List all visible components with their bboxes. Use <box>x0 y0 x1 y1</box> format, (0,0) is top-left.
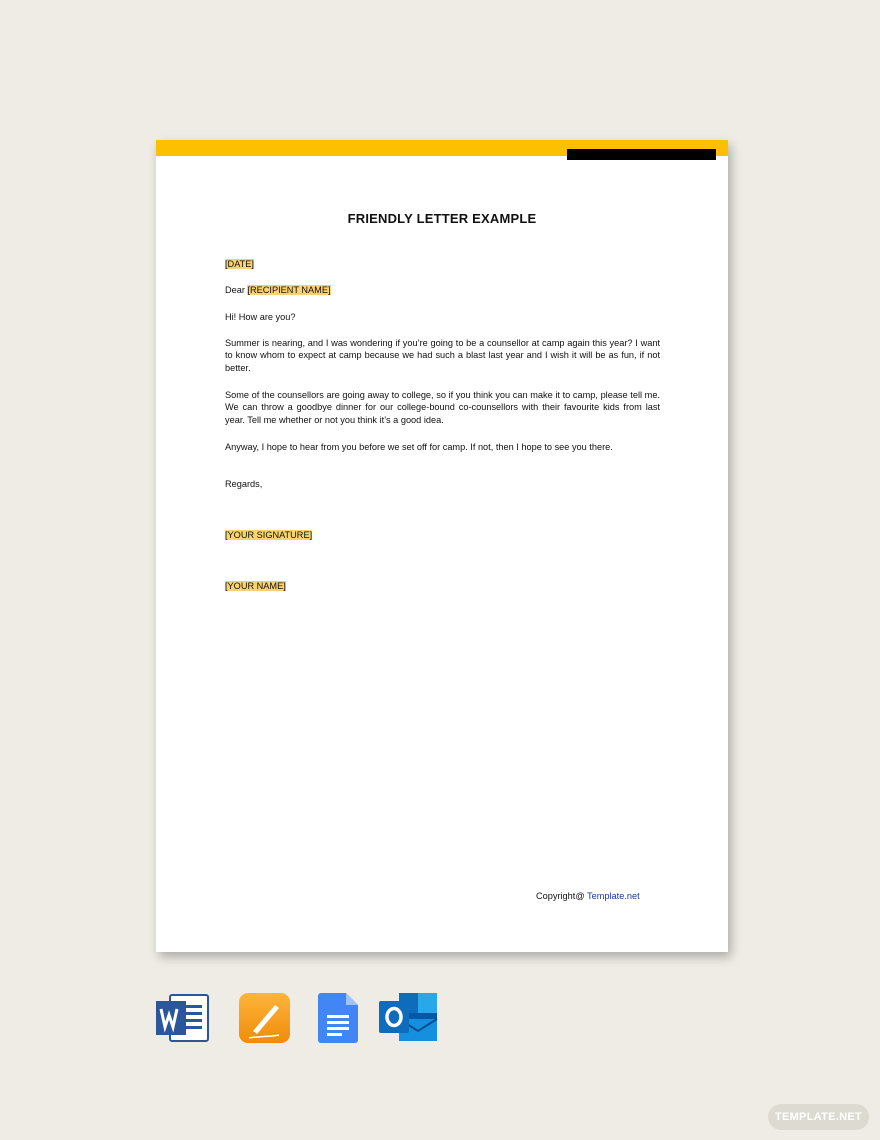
recipient-placeholder: [RECIPIENT NAME] <box>247 285 331 295</box>
outlook-icon[interactable] <box>379 993 439 1048</box>
greeting: Hi! How are you? <box>225 312 296 322</box>
pages-icon[interactable] <box>239 993 290 1048</box>
copyright-prefix: Copyright@ <box>536 891 588 901</box>
date-line <box>225 258 660 270</box>
letter-page <box>156 140 728 952</box>
paragraph-3: Anyway, I hope to hear from you before we set off for camp. If not, then I hope to see you there. <box>225 442 613 452</box>
signature-line <box>225 529 660 541</box>
name-line <box>225 580 660 592</box>
closing: Regards, <box>225 479 263 489</box>
salutation-prefix: Dear <box>225 285 248 295</box>
copyright-link[interactable]: Template.net <box>587 891 640 901</box>
salutation-line <box>225 284 660 296</box>
header-black-bar <box>567 149 716 160</box>
paragraph-2: Some of the counsellors are going away to college, so if you think you can make it to camp, please tell me. We can throw a goodbye dinner for our college-bound co-counsellors with their favourite kids from last year. Tell me whether or not you think it’s a good idea. <box>225 390 660 425</box>
paragraph-1: Summer is nearing, and I was wondering if you’re going to be a counsellor at camp again this year? I want to know whom to expect at camp because we had such a blast last year and I wish it will be as fun, if not better. <box>225 338 660 373</box>
word-icon[interactable] <box>156 993 210 1048</box>
letter-title: FRIENDLY LETTER EXAMPLE <box>347 211 537 226</box>
name-placeholder: [YOUR NAME] <box>225 581 286 591</box>
copyright-line <box>536 891 640 901</box>
date-placeholder: [DATE] <box>225 259 254 269</box>
signature-placeholder: [YOUR SIGNATURE] <box>225 530 313 540</box>
google-docs-icon[interactable] <box>318 993 358 1048</box>
template-net-badge[interactable]: TEMPLATE.NET <box>768 1104 869 1130</box>
